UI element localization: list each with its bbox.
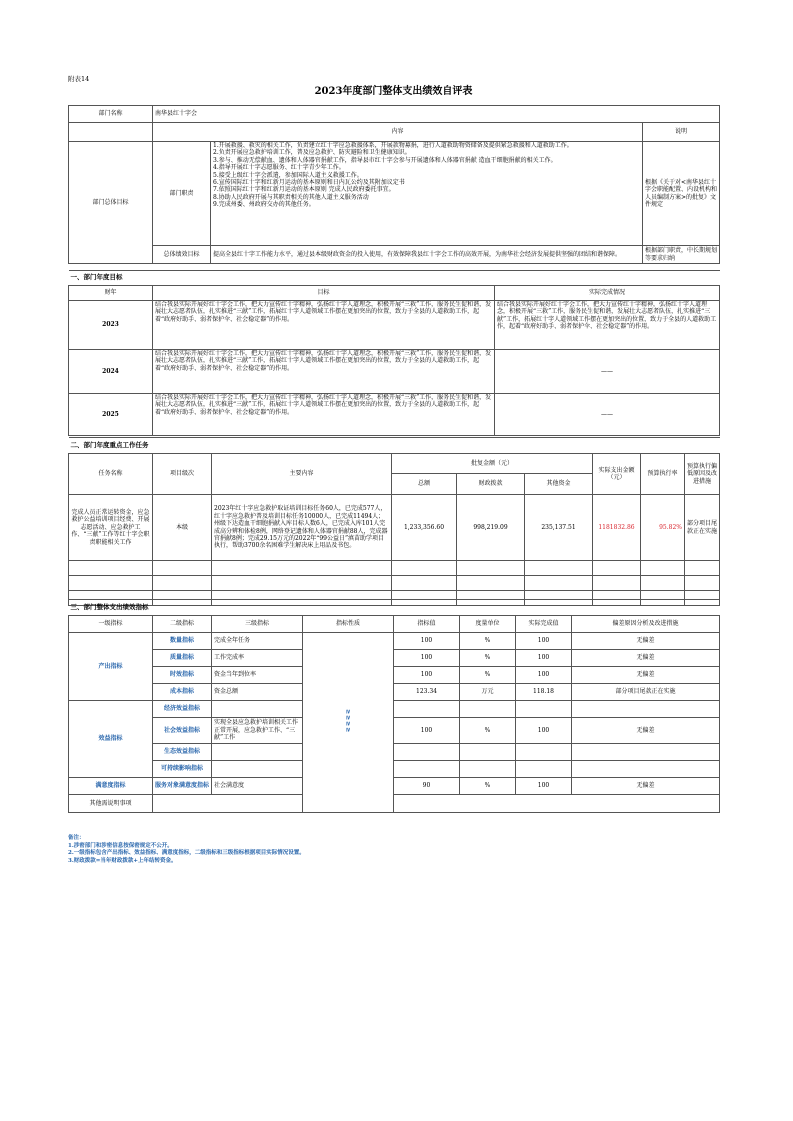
value-cell: 100 [394, 667, 460, 684]
h-reason: 预算执行偏低原因及改进措施 [685, 454, 720, 495]
duty-item: 5.接受上级红十字会派遣，参加国际人道主义救援工作。 [213, 171, 363, 179]
value-cell: 100 [394, 718, 460, 744]
section2-title: 二、部门年度重点工作任务 [69, 438, 720, 454]
annex-label: 附表14 [68, 75, 90, 83]
deviation-cell: 无偏差 [572, 718, 720, 744]
benefit-indicator-label: 效益指标 [69, 701, 153, 778]
deviation-cell: 无偏差 [572, 778, 720, 795]
task-rate: 95.82% [641, 495, 685, 561]
nature-cell [303, 633, 394, 813]
satisfaction-indicator-label: 满意度指标 [69, 778, 153, 795]
duty-item: 1.开展救援、救灾的相关工作，负责建立红十字应急救援体系，开展款物募捐，进行人道救助物资储备及提供紧急救援和人道救助工作。 [213, 142, 573, 149]
l3-cell: 实现全县应急救护培训相关工作正常开展，应急救护工作、“三献”工作 [212, 718, 303, 744]
footnotes [68, 835, 305, 865]
l3-cell [212, 701, 303, 718]
target-cell: 结合我县实际开展好红十字会工作，把大力宣传红十字精神，弘扬红十字人道理念，积极开展“三救”工作，服务民生促和谐，发展壮大志愿者队伍，扎实推进“三献”工作，拓展红十字人道领域工作摆在更加突出的位置，致力于全县的人道救助工作，起着“政府好助手、弱者保护伞、社会稳定器”的作用。 [153, 394, 495, 436]
overall-goal-label: 部门总体目标 [69, 142, 153, 264]
h-task: 任务名称 [69, 454, 153, 495]
duty-item: 4.指导开展红十字志愿服务、红十字青少年工作。 [213, 164, 345, 172]
section3-title: 三、部门整体支出绩效指标 [69, 600, 720, 616]
task-reason: 部分项目尾款正在实施 [685, 495, 720, 561]
l3-cell: 完成全年任务 [212, 633, 303, 650]
actual-value-cell: 100 [516, 667, 572, 684]
duty-item: 6.宣传国际红十字和红新月运动的基本原则和日内瓦公约及其附加议定书 [213, 179, 405, 187]
l2-cell: 社会效益指标 [153, 718, 212, 744]
task-level: 本级 [153, 495, 212, 561]
h-value: 指标值 [394, 616, 460, 633]
actual-value-cell: 100 [516, 633, 572, 650]
h-nature: 指标性质 [303, 616, 394, 633]
deviation-cell: 无偏差 [572, 633, 720, 650]
duty-list [211, 142, 643, 246]
unit-cell: % [460, 667, 516, 684]
deviation-cell: 无偏差 [572, 667, 720, 684]
h-l1: 一级指标 [69, 616, 153, 633]
year-cell: 2023 [69, 301, 153, 350]
performance-indicator-table [68, 599, 720, 813]
h-other: 其他资金 [525, 474, 593, 495]
h-actual-value: 实际完成值 [516, 616, 572, 633]
year-cell: 2025 [69, 394, 153, 436]
task-other: 235,137.51 [525, 495, 593, 561]
h-total: 总额 [392, 474, 457, 495]
h-content: 主要内容 [212, 454, 392, 495]
footnote-line: 2.一级指标包含产出指标、效益指标、满意度指标，二级指标和三级指标根据项目实际情况设置。 [68, 850, 305, 857]
key-tasks-table [68, 437, 720, 606]
unit-cell: % [460, 778, 516, 795]
year-cell: 2024 [69, 350, 153, 394]
h-rate: 预算执行率 [641, 454, 685, 495]
goal-note: 根据部门职责，中长期规划等要求归纳 [643, 246, 720, 264]
footnote-line: 1.涉密部门和涉密信息按保密规定不公开。 [68, 842, 173, 849]
l3-cell: 资金总额 [212, 684, 303, 701]
deviation-cell: 部分项目尾款正在实施 [572, 684, 720, 701]
h-unit: 度量单位 [460, 616, 516, 633]
task-total: 1,233,356.60 [392, 495, 457, 561]
col-target: 目标 [153, 286, 495, 301]
duty-item: 2.负责开展应急救护培训工作，普及应急救护、防灾避险和卫生健康知识。 [213, 149, 411, 157]
h-fiscal: 财政拨款 [457, 474, 525, 495]
actual-value-cell: 100 [516, 778, 572, 795]
target-cell: 结合我县实际开展好红十字会工作，把大力宣传红十字精神，弘扬红十字人道理念，积极开展“三救”工作，服务民生促和谐，发展壮大志愿者队伍，扎实推进“三献”工作，拓展红十字人道领域工作摆在更加突出的位置，致力于全县的人道救助工作，起着“政府好助手、弱者保护伞、社会稳定器”的作用。 [153, 301, 495, 350]
section1-title: 一、部门年度目标 [69, 271, 720, 286]
other-notes-label: 其他需说明事项 [69, 795, 153, 813]
task-fiscal: 998,219.09 [457, 495, 525, 561]
l2-cell: 经济效益指标 [153, 701, 212, 718]
h-deviation: 偏差原因分析及改进措施 [572, 616, 720, 633]
task-content: 2023年红十字应急救护取证培训目标任务60人，已完成577人，红十字应急救护普及培训目标任务10000人，已完成11494人；州级下达造血干细胞捐献入库目标人数6人，已完成入库101人完成高分辨和体检8例，网络登记遗体和人体器官捐献88人，完成器官捐献8例；完成29.15万元的2022年“99公益日”滇苗助学项目执行，帮助3700余名困难学生解决床上用品及书包。 [212, 495, 392, 561]
unit-cell: % [460, 650, 516, 667]
duty-note: 根据《关于对<南华县红十字会职能配置、内设机构和人员编制方案>的批复》文件规定 [643, 142, 720, 246]
dept-name-value: 南华县红十字会 [153, 106, 720, 123]
value-cell: 90 [394, 778, 460, 795]
page-title: 2023年度部门整体支出绩效自评表 [314, 86, 473, 97]
h-level: 项目级次 [153, 454, 212, 495]
l2-cell: 时效指标 [153, 667, 212, 684]
duty-label: 部门职责 [153, 142, 211, 246]
h-l2: 二级指标 [153, 616, 212, 633]
target-cell: 结合我县实际开展好红十字会工作，把大力宣传红十字精神，弘扬红十字人道理念，积极开展“三救”工作，服务民生促和谐，发展壮大志愿者队伍，扎实推进“三献”工作，拓展红十字人道领域工作摆在更加突出的位置，致力于全县的人道救助工作，起着“政府好助手、弱者保护伞、社会稳定器”的作用。 [153, 350, 495, 394]
actual-cell: —— [495, 350, 720, 394]
l2-cell: 数量指标 [153, 633, 212, 650]
note-header: 说明 [643, 123, 720, 142]
task-actual: 1181832.86 [593, 495, 641, 561]
l2-cell: 生态效益指标 [153, 744, 212, 761]
l3-cell: 工作完成率 [212, 650, 303, 667]
nature-mark: ≥≥≥≥ [344, 709, 352, 734]
actual-value-cell: 118.18 [516, 684, 572, 701]
goal-label: 总体绩效目标 [153, 246, 211, 264]
actual-value-cell: 100 [516, 718, 572, 744]
duty-item: 7.依照国际红十字和红新月运动的基本原则 完成人民政府委托事宜。 [213, 186, 395, 194]
value-cell: 100 [394, 633, 460, 650]
h-approved: 批复金额（元） [392, 454, 593, 474]
duty-item: 3.参与、推动无偿献血、遗体和人体器官捐献工作，指导县市红十字会参与开展遗体和人体器官捐献 造血干细胞捐献的相关工作。 [213, 156, 557, 164]
duty-item: 8.协助人民政府开展与其职责相关的其他人道主义服务活动 [213, 193, 369, 201]
l3-cell: 社会满意度 [212, 778, 303, 795]
value-cell: 100 [394, 650, 460, 667]
actual-value-cell: 100 [516, 650, 572, 667]
l2-cell: 可持续影响指标 [153, 761, 212, 778]
h-actual: 实际支出金额（元） [593, 454, 641, 495]
footnote-line: 3.财政拨款=当年财政拨款+上年结转资金。 [68, 857, 177, 864]
duty-item: 9.完成州委、州政府交办的其他任务。 [213, 201, 315, 209]
l2-cell: 服务对象满意度指标 [153, 778, 212, 795]
l3-cell: 资金当年到位率 [212, 667, 303, 684]
value-cell: 123.34 [394, 684, 460, 701]
unit-cell: % [460, 633, 516, 650]
l2-cell: 成本指标 [153, 684, 212, 701]
unit-cell: 万元 [460, 684, 516, 701]
col-actual: 实际完成情况 [495, 286, 720, 301]
l2-cell: 质量指标 [153, 650, 212, 667]
output-indicator-label: 产出指标 [69, 633, 153, 701]
task-name: 完成人员正常运转资金，应急救护公益培训项目经费、开展志愿活动、应急救护工作、“三献”工作等红十字会职责职能相关工作 [69, 495, 153, 561]
goal-text: 提高全县红十字工作能力水平，通过县本级财政资金的投入使用，有效保障我县红十字会工作的高效开展，为南华社会经济发展提供坚强的团结和谐保障。 [211, 246, 643, 264]
dept-name-label: 部门名称 [69, 106, 153, 123]
actual-cell: 结合我县实际开展好红十字会工作，把大力宣传红十字精神，弘扬红十字人道理念，积极开展“三救”工作，服务民生促和谐，发展壮大志愿者队伍，扎实推进“三献”工作，拓展红十字人道领域工作摆在更加突出的位置，致力于全县的人道救助工作，起着“政府好助手、弱者保护伞、社会稳定器”的作用。 [495, 301, 720, 350]
overview-table [68, 105, 720, 264]
col-year: 财年 [69, 286, 153, 301]
annual-target-table [68, 270, 720, 436]
h-l3: 三级指标 [212, 616, 303, 633]
deviation-cell: 无偏差 [572, 650, 720, 667]
content-header: 内容 [153, 123, 643, 142]
footnote-line: 备注： [68, 835, 85, 841]
unit-cell: % [460, 718, 516, 744]
actual-cell: —— [495, 394, 720, 436]
